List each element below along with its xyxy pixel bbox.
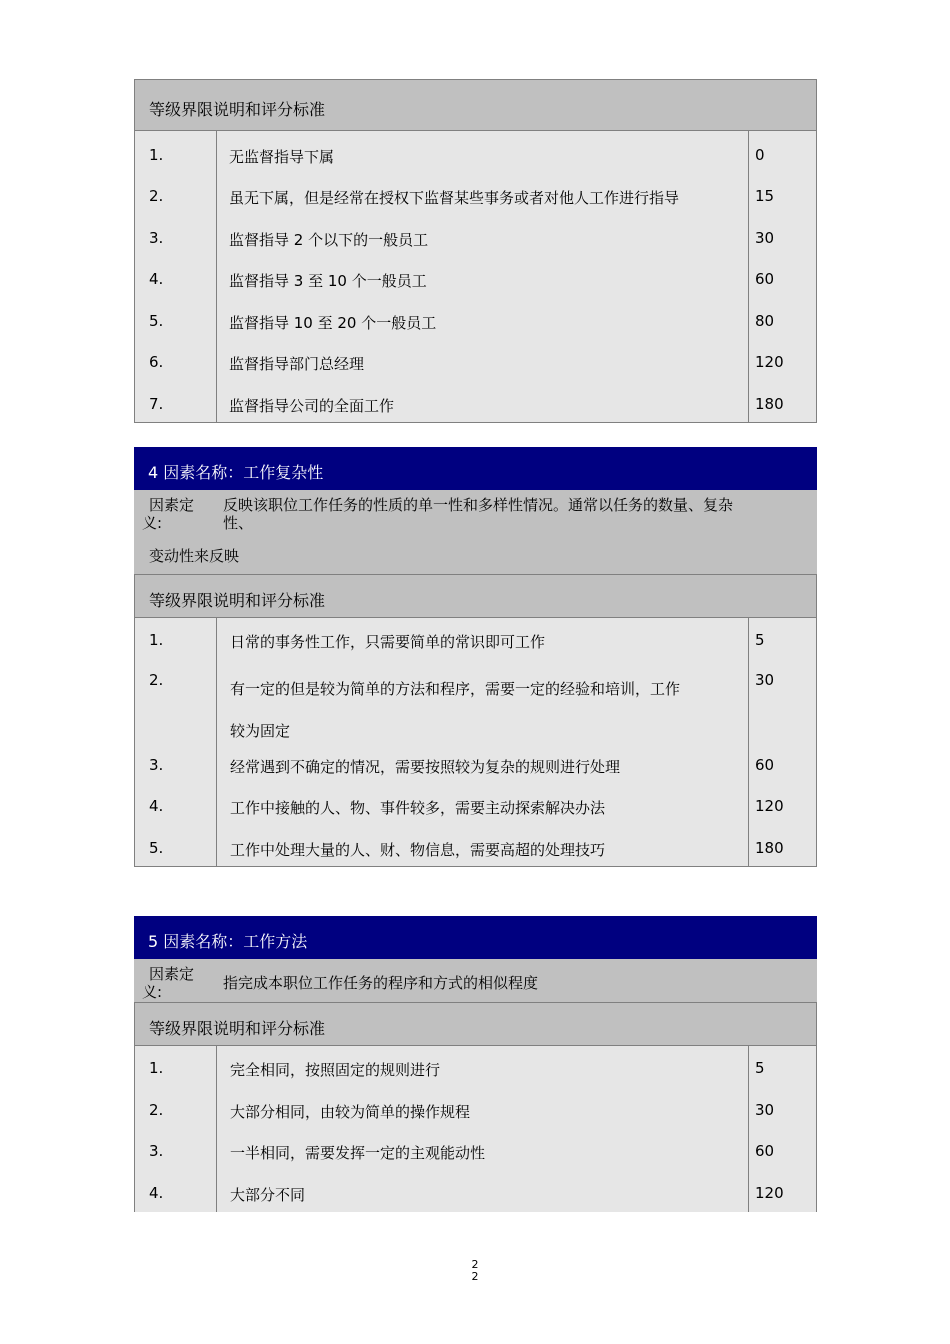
row-score: 30: [755, 229, 775, 247]
row-number: 4.: [149, 797, 164, 815]
row-number: 1.: [149, 146, 164, 164]
row-number: 3.: [149, 756, 164, 774]
row-description: 大部分相同，由较为简单的操作规程: [230, 1103, 471, 1121]
column-divider: [748, 618, 749, 866]
row-score: 5: [755, 1059, 765, 1077]
definition-text-cont: 性、: [223, 514, 254, 532]
row-number: 1.: [149, 1059, 164, 1077]
row-score: 0: [755, 146, 765, 164]
block3-score-table: [134, 1045, 817, 1212]
column-divider: [748, 1046, 749, 1212]
block3-definition: [134, 959, 817, 1003]
row-number: 2.: [149, 187, 164, 205]
page-number: [0, 1259, 950, 1283]
block1-section-title: 等级界限说明和评分标准: [149, 100, 326, 119]
row-description: 一半相同，需要发挥一定的主观能动性: [230, 1144, 486, 1162]
row-score: 60: [755, 756, 775, 774]
block3-factor-title: 5 因素名称：工作方法: [148, 932, 308, 951]
row-description-cont: 较为固定: [230, 722, 291, 740]
row-number: 4.: [149, 1184, 164, 1202]
row-score: 60: [755, 270, 775, 288]
block3-section-header: [134, 1002, 817, 1046]
row-score: 30: [755, 1101, 775, 1119]
row-description: 工作中处理大量的人、财、物信息，需要高超的处理技巧: [230, 841, 606, 859]
row-score: 120: [755, 353, 784, 371]
block3-factor-header: [134, 916, 817, 959]
row-description: 日常的事务性工作，只需要简单的常识即可工作: [230, 633, 546, 651]
row-number: 7.: [149, 395, 164, 413]
definition-label-cont: 义:: [142, 514, 163, 532]
block2-section-title: 等级界限说明和评分标准: [149, 591, 326, 610]
row-number: 3.: [149, 229, 164, 247]
row-description: 虽无下属，但是经常在授权下监督某些事务或者对他人工作进行指导: [229, 189, 680, 207]
row-number: 1.: [149, 631, 164, 649]
row-description: 经常遇到不确定的情况，需要按照较为复杂的规则进行处理: [230, 758, 621, 776]
definition-label: 因素定: [149, 965, 195, 983]
row-score: 120: [755, 1184, 784, 1202]
column-divider: [216, 131, 217, 422]
definition-label: 因素定: [149, 496, 195, 514]
block1-section-header: [134, 79, 817, 131]
row-score: 180: [755, 839, 784, 857]
row-number: 5.: [149, 312, 164, 330]
row-number: 2.: [149, 671, 164, 689]
block3-section-title: 等级界限说明和评分标准: [149, 1019, 326, 1038]
row-score: 5: [755, 631, 765, 649]
block2-section-header: [134, 574, 817, 618]
definition-text: 指完成本职位工作任务的程序和方式的相似程度: [223, 974, 539, 992]
column-divider: [216, 1046, 217, 1212]
row-number: 5.: [149, 839, 164, 857]
column-divider: [216, 618, 217, 866]
row-description: 监督指导 3 至 10 个一般员工: [229, 272, 427, 290]
block1-score-table: [134, 130, 817, 423]
row-score: 30: [755, 671, 775, 689]
block2-score-table: [134, 617, 817, 867]
row-description: 监督指导 10 至 20 个一般员工: [229, 314, 437, 332]
row-score: 180: [755, 395, 784, 413]
definition-text-cont: 变动性来反映: [149, 547, 240, 565]
row-score: 15: [755, 187, 775, 205]
row-number: 6.: [149, 353, 164, 371]
row-score: 120: [755, 797, 784, 815]
block2-factor-header: [134, 447, 817, 490]
row-description: 无监督指导下属: [229, 148, 335, 166]
row-description: 完全相同，按照固定的规则进行: [230, 1061, 441, 1079]
row-number: 2.: [149, 1101, 164, 1119]
row-score: 60: [755, 1142, 775, 1160]
row-score: 80: [755, 312, 775, 330]
block2-definition: [134, 490, 817, 575]
row-description: 监督指导部门总经理: [229, 355, 365, 373]
row-number: 4.: [149, 270, 164, 288]
row-description: 监督指导 2 个以下的一般员工: [229, 231, 429, 249]
column-divider: [748, 131, 749, 422]
row-description: 大部分不同: [230, 1186, 306, 1204]
row-number: 3.: [149, 1142, 164, 1160]
block2-factor-title: 4 因素名称：工作复杂性: [148, 463, 324, 482]
row-description: 有一定的但是较为简单的方法和程序，需要一定的经验和培训，工作: [230, 680, 681, 698]
page-number-line: 2: [471, 1270, 479, 1283]
definition-label-cont: 义:: [142, 983, 163, 1001]
page-number-line: 2: [471, 1258, 479, 1271]
definition-text: 反映该职位工作任务的性质的单一性和多样性情况。通常以任务的数量、复杂: [223, 496, 734, 514]
row-description: 监督指导公司的全面工作: [229, 397, 395, 415]
row-description: 工作中接触的人、物、事件较多，需要主动探索解决办法: [230, 799, 606, 817]
